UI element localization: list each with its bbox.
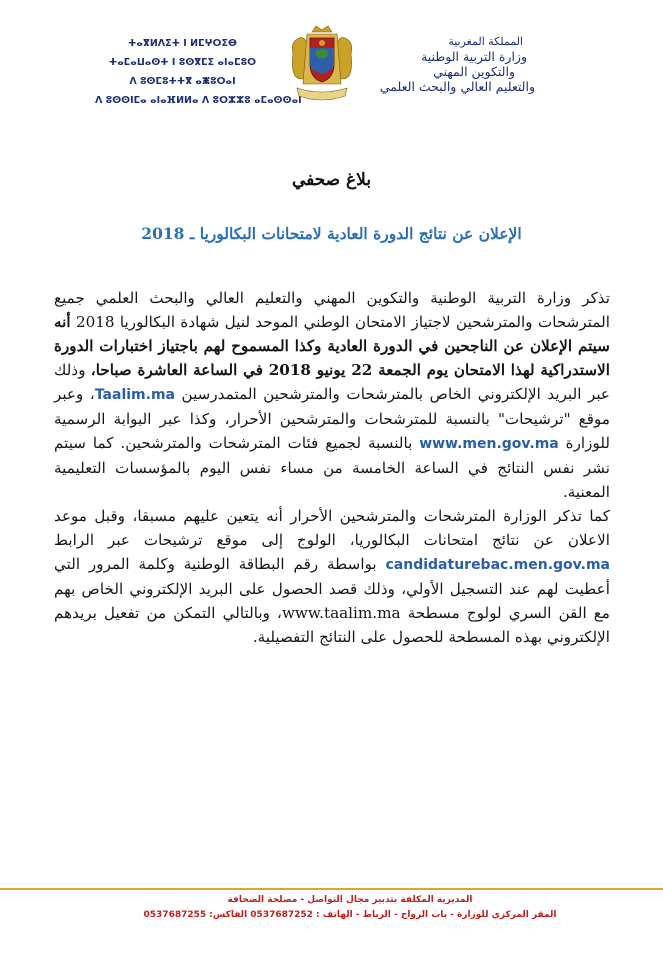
taalim-link[interactable]: Taalim.ma [94, 387, 175, 403]
footer [100, 893, 600, 923]
bold-announcement: أنه سيتم الإعلان عن الناجحين في الدورة العادية وكذا المسموح لهم باجتياز اختبارات الدورة الاستدراكية لهذا الامتحان يوم الجمعة 22 يونيو 2018 في الساعة العاشرة صباحا، [54, 313, 611, 379]
ministry-line: وزارة التربية الوطنية [421, 49, 527, 64]
taalim-url-text: www.taalim.ma [281, 604, 401, 622]
tifinagh-line: ⵜⴰⴳⵍⴷⵉⵜ ⵏ ⵍⵎⵖⵔⵉⴱ [128, 38, 237, 49]
candidature-link[interactable]: candidaturebac.men.gov.ma [385, 557, 610, 573]
ministry-line: والتكوين المهني [433, 64, 515, 79]
page-title: بلاغ صحفي [291, 170, 372, 190]
page-subtitle: الإعلان عن نتائج الدورة العادية لامتحانات البكالوريا ـ 2018 [141, 224, 522, 243]
text-run: ، وبالتالي التمكن من تفعيل بريدهم الإلكتروني بهذه المسطحة للحصول على النتائج التفصيلية. [54, 604, 610, 646]
footer-department: المديرية المكلفة بتدبير مجال التواصل - مصلحة الصحافة [227, 895, 473, 905]
text-run: وذلك عبر البريد الإلكتروني الخاص بالمترشحات والمترشحين المتمدرسين [54, 361, 610, 403]
text-run: تذكر وزارة التربية الوطنية والتكوين المهني والتعليم العالي والبحث العلمي جميع المترشحات والمترشحين لاجتياز الامتحان الوطني الموحد لنيل شهادة البكالوريا 2018 [54, 289, 610, 331]
footer-divider [0, 888, 663, 890]
ministry-name-arabic [345, 34, 535, 94]
tifinagh-ministry-name [95, 34, 302, 110]
paragraph-2 [54, 504, 610, 649]
tifinagh-line: ⴷ ⵓⵙⵎⵓⵜⵜⴳ ⴰⵥⵓⵔⴰⵏ [129, 76, 236, 87]
kingdom-name: المملكة المغربية [448, 35, 523, 48]
tifinagh-line: ⴷ ⵓⵙⵙⵏⵎⴰ ⴰⵏⴰⴼⵍⵍⴰ ⴷ ⵓⵔⵣⵣⵓ ⴰⵎⴰⵙⵙⴰⵏ [95, 95, 302, 106]
letterhead [0, 0, 663, 120]
tifinagh-line: ⵜⴰⵎⴰⵡⴰⵙⵜ ⵏ ⵓⵙⴳⵎⵉ ⴰⵏⴰⵎⵓⵔ [108, 57, 257, 68]
ministry-line: والتعليم العالي والبحث العلمي [379, 79, 535, 94]
text-run: كما تذكر الوزارة المترشحات والمترشحين الأحرار أنه يتعين عليهم مسبقا، وقبل موعد الاعلان عن نتائج امتحانات البكالوريا، الولوج إلى موقع ترشيحات عبر الرابط [54, 507, 610, 549]
text-run: بالنسبة لجميع فئات المترشحات والمترشحين. كما سيتم نشر نفس النتائج في الساعة الخامسة من مساء نفس اليوم بالمؤسسات التعليمية المعنية. [54, 434, 610, 501]
announcement-body [54, 286, 610, 649]
footer-contact: المقر المركزي للوزارة - باب الرواح - الرباط - الهاتف : 0537687252 الفاكس: 0537687255 [143, 910, 557, 920]
men-gov-link[interactable]: www.men.gov.ma [419, 436, 559, 452]
text-run: بواسطة رقم البطاقة الوطنية وكلمة المرور التي أعطيت لهم عند التسجيل الأولي، وذلك قصد الحصول على البريد الإلكتروني الخاص بهم مع القن السري لولوج مسطحة [54, 555, 611, 622]
paragraph-1 [54, 286, 610, 504]
text-run: ، وعبر موقع "ترشيحات" بالنسبة للمترشحات والمترشحين الأحرار، وكذا عبر البوابة الرسمية للوزارة [54, 385, 610, 452]
